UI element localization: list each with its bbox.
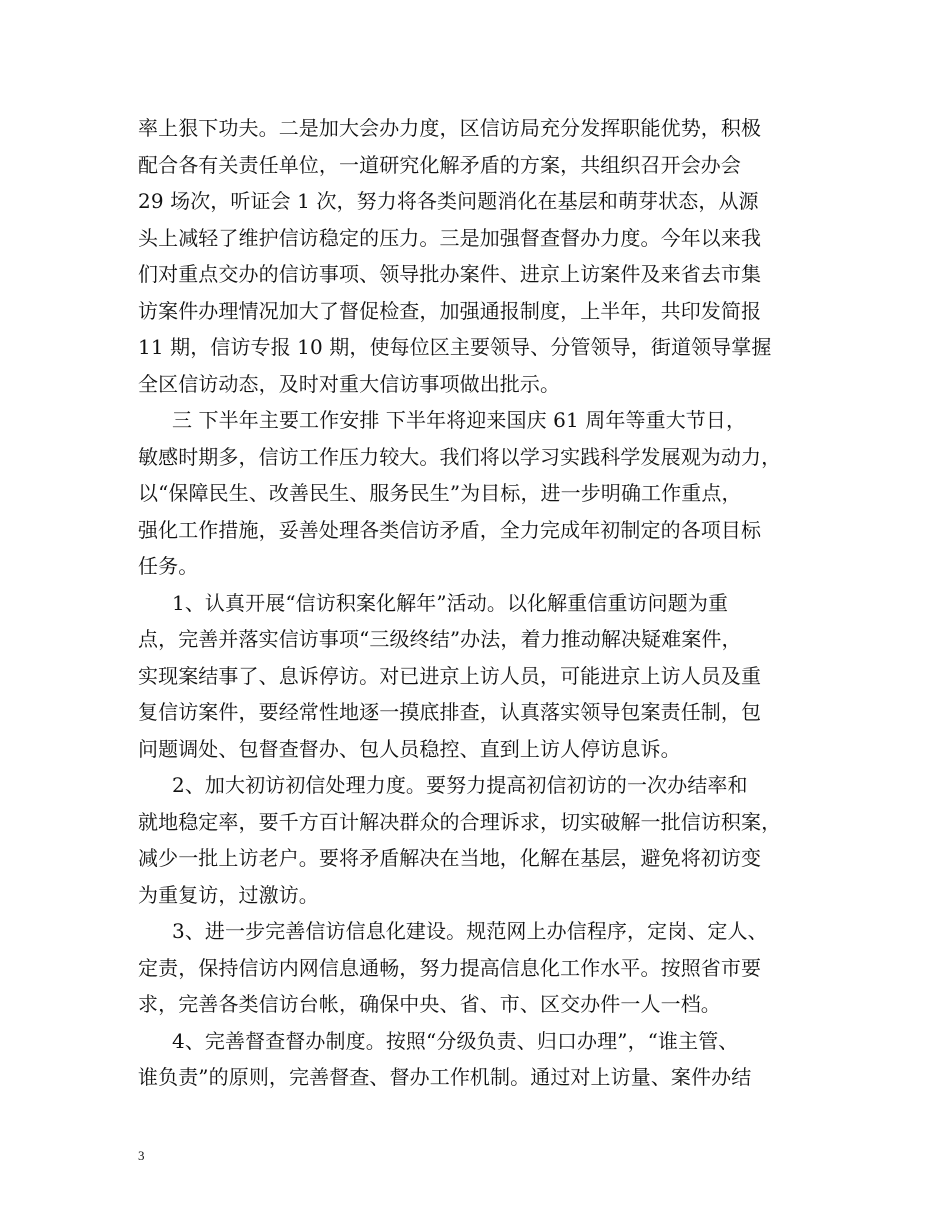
section-heading-line: 三 下半年主要工作安排 下半年将迎来国庆 61 周年等重大节日， — [172, 408, 747, 432]
text-line: 配合各有关责任单位，一道研究化解矛盾的方案，共组织召开会办会 — [138, 152, 741, 177]
text-line: 点，完善并落实信访事项“三级终结”办法，着力推动解决疑难案件， — [138, 627, 742, 651]
text-line: 全区信访动态，及时对重大信访事项做出批示。 — [138, 371, 561, 396]
text-line: 为重复访，过激访。 — [138, 882, 319, 907]
list-item-line: 4、完善督查督办制度。按照“分级负责、归口办理”，“谁主管、 — [172, 1028, 739, 1053]
text-line: 以“保障民生、改善民生、服务民生”为目标，进一步明确工作重点， — [138, 481, 742, 505]
page-number: 3 — [138, 1148, 145, 1163]
list-item-line: 2、加大初访初信处理力度。要努力提高初信初访的一次办结率和 — [172, 773, 748, 797]
text-line: 复信访案件，要经常性地逐一摸底排查，认真落实领导包案责任制，包 — [138, 700, 762, 724]
text-line: 敏感时期多，信访工作压力较大。我们将以学习实践科学发展观为动力， — [138, 444, 782, 469]
text-line: 问题调处、包督查督办、包人员稳控、直到上访人停访息诉。 — [138, 736, 681, 761]
body-text — [138, 110, 818, 1096]
text-line: 任务。 — [138, 554, 199, 578]
text-line: 强化工作措施，妥善处理各类信访矛盾，全力完成年初制定的各项目标 — [138, 517, 762, 542]
text-line: 定责，保持信访内网信息通畅，努力提高信息化工作水平。按照省市要 — [138, 955, 762, 980]
text-line: 29 场次，听证会 1 次，努力将各类问题消化在基层和萌芽状态，从源 — [138, 189, 759, 213]
list-item-line: 3、进一步完善信访信息化建设。规范网上办信程序，定岗、定人、 — [172, 919, 768, 943]
text-line: 就地稳定率，要千方百计解决群众的合理诉求，切实破解一批信访积案， — [138, 809, 782, 834]
text-line: 们对重点交办的信访事项、领导批办案件、进京上访案件及来省去市集 — [138, 262, 762, 286]
list-item-line: 1、认真开展“信访积案化解年”活动。以化解重信重访问题为重 — [172, 590, 729, 615]
text-line: 谁负责”的原则，完善督查、督办工作机制。通过对上访量、案件办结 — [138, 1065, 752, 1089]
text-line: 求，完善各类信访台帐，确保中央、省、市、区交办件一人一档。 — [138, 992, 721, 1016]
text-line: 11 期，信访专报 10 期，使每位区主要领导、分管领导，街道领导掌握 — [138, 335, 772, 359]
text-line: 实现案结事了、息诉停访。对已进京上访人员，可能进京上访人员及重 — [138, 663, 762, 688]
text-line: 访案件办理情况加大了督促检查，加强通报制度，上半年，共印发简报 — [138, 298, 762, 323]
text-line: 头上减轻了维护信访稳定的压力。三是加强督查督办力度。今年以来我 — [138, 225, 762, 250]
text-line: 减少一批上访老户。要将矛盾解决在当地，化解在基层，避免将初访变 — [138, 846, 762, 870]
text-line: 率上狠下功夫。二是加大会办力度，区信访局充分发挥职能优势，积极 — [138, 116, 762, 140]
